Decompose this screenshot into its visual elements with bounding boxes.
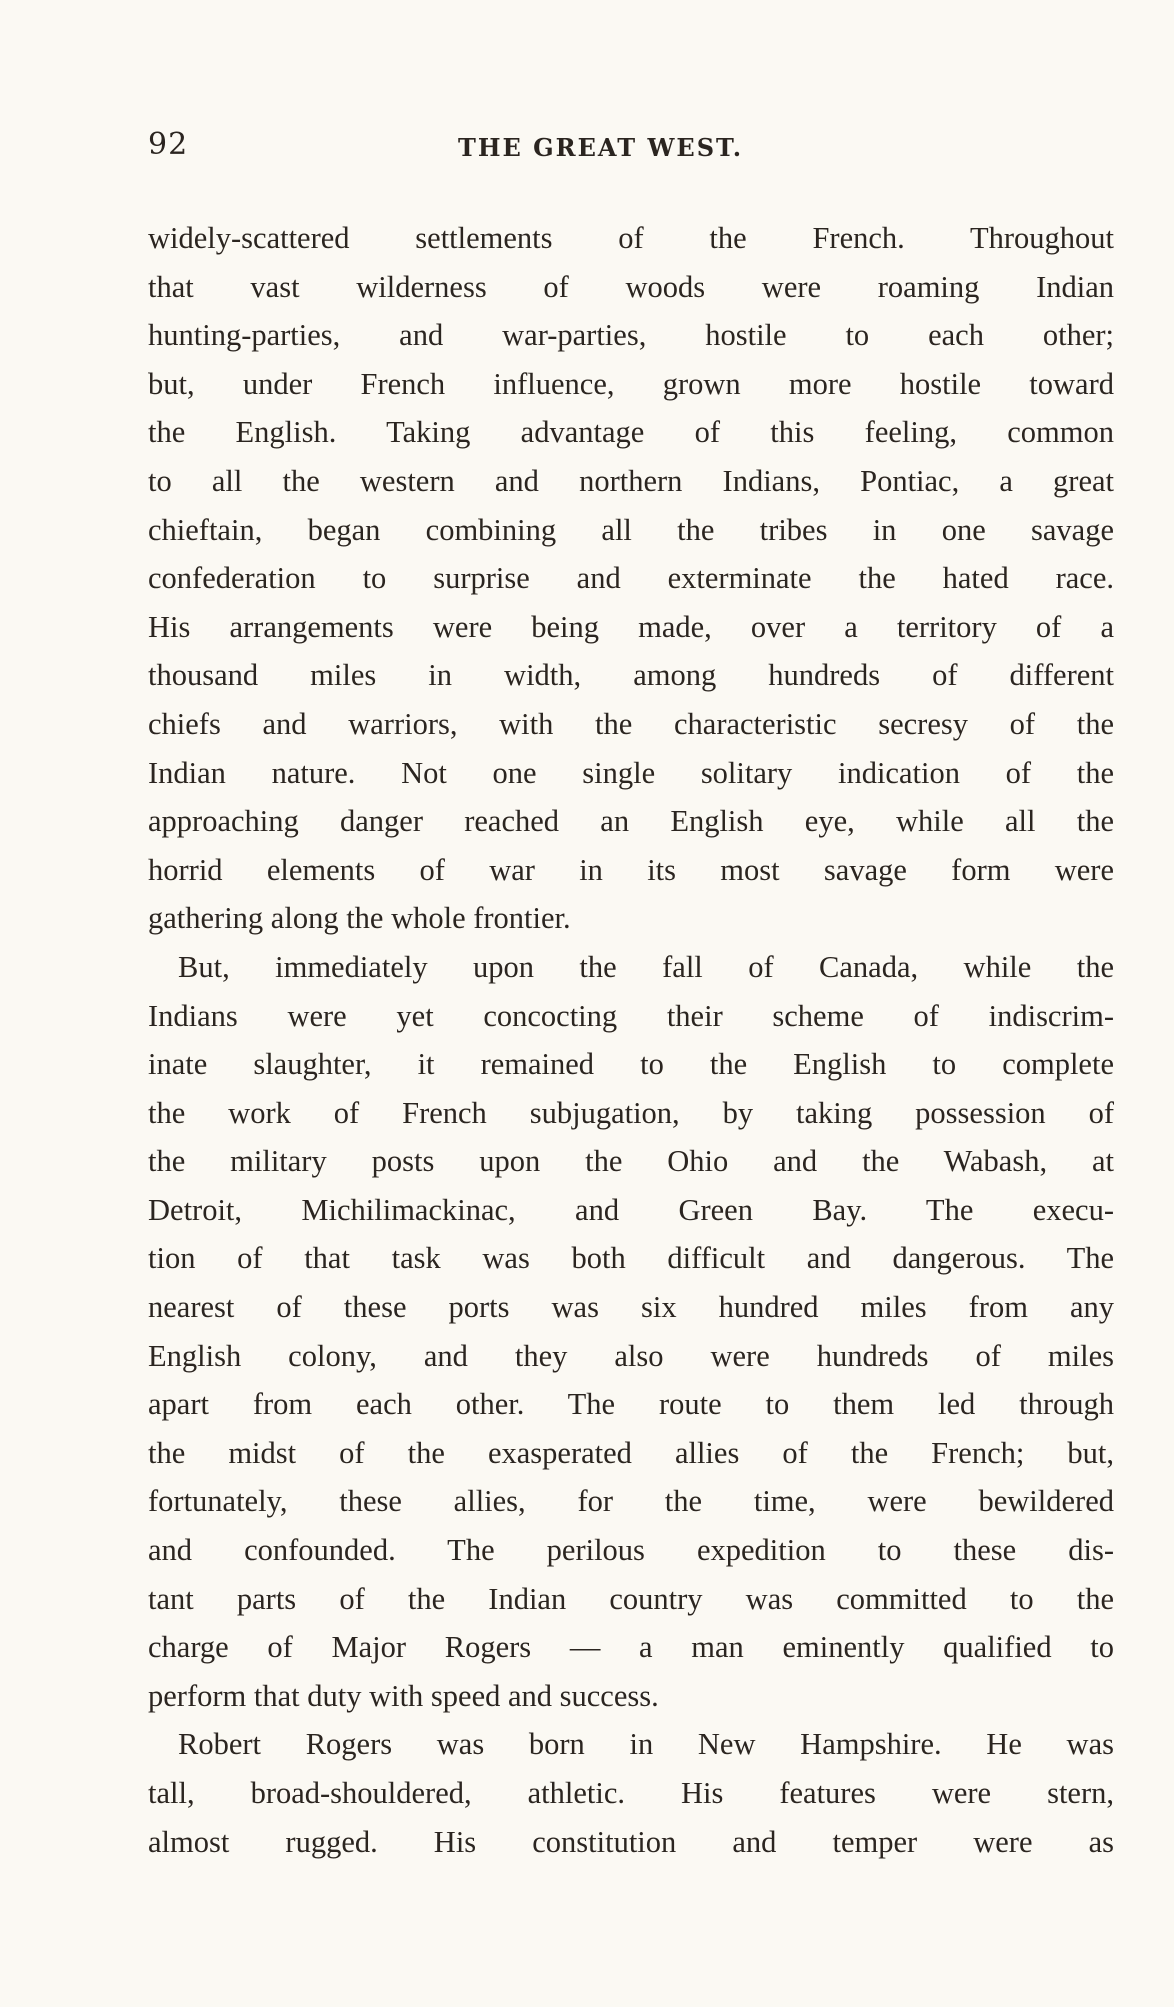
text-line: the English. Taking advantage of this feeling, common (148, 415, 1114, 450)
text-line: His arrangements were being made, over a territory of a (148, 609, 1114, 644)
text-line: approaching danger reached an English eye, while all the (148, 804, 1114, 839)
text-line: that vast wilderness of woods were roaming Indian (148, 269, 1114, 304)
text-line: Indians were yet concocting their scheme of indiscrim- (148, 998, 1114, 1033)
text-line: the military posts upon the Ohio and the Wabash, at (148, 1144, 1114, 1179)
text-line: perform that duty with speed and success. (148, 1678, 659, 1713)
text-line: to all the western and northern Indians, Pontiac, a great (148, 463, 1114, 498)
text-line: tion of that task was both difficult and dangerous. The (148, 1241, 1114, 1276)
text-line: hunting-parties, and war-parties, hostile to each other; (148, 318, 1114, 353)
text-line: horrid elements of war in its most savage form were (148, 852, 1114, 887)
text-line: chiefs and warriors, with the characteristic secresy of the (148, 706, 1114, 741)
text-line: nearest of these ports was six hundred miles from any (148, 1290, 1114, 1325)
text-line: and confounded. The perilous expedition to these dis- (148, 1533, 1114, 1568)
body-text (148, 214, 1114, 1866)
text-line: chieftain, began combining all the tribes in one savage (148, 512, 1114, 547)
text-line: inate slaughter, it remained to the English to complete (148, 1047, 1114, 1082)
text-line: confederation to surprise and exterminate the hated race. (148, 561, 1114, 596)
text-line: but, under French influence, grown more hostile toward (148, 366, 1114, 401)
text-line: Indian nature. Not one single solitary indication of the (148, 755, 1114, 790)
text-line: English colony, and they also were hundreds of miles (148, 1338, 1114, 1373)
running-title: THE GREAT WEST. (458, 133, 744, 162)
text-line: Detroit, Michilimackinac, and Green Bay. The execu- (148, 1192, 1114, 1227)
text-line: tant parts of the Indian country was committed to the (148, 1581, 1114, 1616)
text-line: charge of Major Rogers — a man eminently qualified to (148, 1630, 1114, 1665)
text-line: thousand miles in width, among hundreds of different (148, 658, 1114, 693)
text-line: But, immediately upon the fall of Canada, while the (178, 949, 1114, 984)
text-line: Robert Rogers was born in New Hampshire. He was (178, 1727, 1114, 1762)
text-line: tall, broad-shouldered, athletic. His features were stern, (148, 1776, 1114, 1810)
text-line: the work of French subjugation, by taking possession of (148, 1095, 1114, 1130)
text-line: apart from each other. The route to them led through (148, 1387, 1114, 1422)
page-number: 92 (148, 127, 189, 162)
text-line: widely-scattered settlements of the French. Throughout (148, 221, 1114, 255)
text-line: almost rugged. His constitution and temper were as (148, 1824, 1114, 1859)
text-line: the midst of the exasperated allies of the French; but, (148, 1435, 1114, 1470)
text-line: fortunately, these allies, for the time, were bewildered (148, 1484, 1114, 1519)
page-header (148, 127, 1114, 177)
text-line: gathering along the whole frontier. (148, 901, 571, 936)
